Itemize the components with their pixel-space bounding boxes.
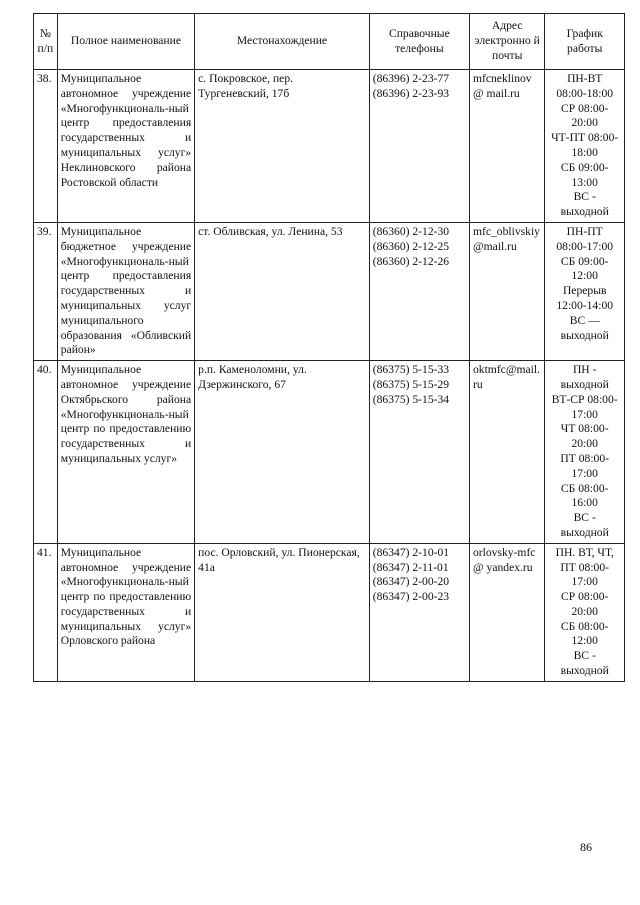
header-name: Полное наименование xyxy=(57,14,194,70)
schedule-line: ПН. ВТ, ЧТ, xyxy=(555,545,614,559)
row-number: 38. xyxy=(34,70,58,223)
table-row xyxy=(34,222,625,360)
schedule-line: СР 08:00- xyxy=(561,590,609,604)
phone-number: (86347) 2-10-01 xyxy=(372,545,450,559)
schedule-line: 16:00 xyxy=(571,496,598,510)
schedule-line: СБ 08:00- xyxy=(560,619,609,633)
organization-name: Муниципальное автономное учреждение Октябрьского района «Многофункциональ-ный центр по предоставлению государственных и муниципальных услуг» xyxy=(57,361,194,544)
schedule-line: выходной xyxy=(560,525,609,539)
schedule-line: СР 08:00- xyxy=(561,101,609,115)
row-number: 41. xyxy=(34,543,58,681)
phone-list xyxy=(369,361,469,544)
schedule-line: 08:00-18:00 xyxy=(556,86,614,100)
row-number: 40. xyxy=(34,361,58,544)
phone-list xyxy=(369,222,469,360)
schedule-line: ВС - xyxy=(573,511,596,525)
organization-name: Муниципальное автономное учреждение «Многофункциональ-ный центр предоставления государственных и муниципальных услуг» Неклиновского района Ростовской области xyxy=(57,70,194,223)
phone-number: (86396) 2-23-93 xyxy=(372,86,450,100)
header-phones: Справочные телефоны xyxy=(369,14,469,70)
phone-list xyxy=(369,543,469,681)
schedule-line: выходной xyxy=(560,328,609,342)
location: р.п. Каменоломни, ул. Дзержинского, 67 xyxy=(195,361,370,544)
page-number: 86 xyxy=(580,840,592,854)
header-num: № п/п xyxy=(34,14,58,70)
schedule-line: 18:00 xyxy=(571,145,598,159)
work-schedule xyxy=(545,222,625,360)
work-schedule xyxy=(545,361,625,544)
schedule-line: выходной xyxy=(560,377,609,391)
phone-number: (86347) 2-00-23 xyxy=(372,590,450,604)
phone-number: (86360) 2-12-26 xyxy=(372,254,450,268)
location: с. Покровское, пер. Тургеневский, 17б xyxy=(195,70,370,223)
schedule-line: Перерыв xyxy=(562,284,607,298)
table-row xyxy=(34,70,625,223)
table-body xyxy=(34,70,625,682)
table-header-row xyxy=(34,14,625,70)
phone-number: (86396) 2-23-77 xyxy=(372,72,450,85)
email-address: orlovsky-mfc@ yandex.ru xyxy=(469,543,544,681)
schedule-line: СБ 08:00- xyxy=(560,481,609,495)
schedule-line: ВТ-СР 08:00- xyxy=(551,392,618,406)
schedule-line: 12:00 xyxy=(571,634,598,648)
header-email: Адрес электронно й почты xyxy=(469,14,544,70)
phone-number: (86360) 2-12-25 xyxy=(372,239,450,253)
schedule-line: СБ 09:00- xyxy=(560,160,609,174)
schedule-line: ЧТ-ПТ 08:00- xyxy=(551,131,619,145)
phone-number: (86375) 5-15-29 xyxy=(372,377,450,391)
phone-list xyxy=(369,70,469,223)
phone-number: (86375) 5-15-33 xyxy=(372,363,450,377)
table-row xyxy=(34,543,625,681)
row-number: 39. xyxy=(34,222,58,360)
schedule-line: 17:00 xyxy=(571,466,598,480)
work-schedule xyxy=(545,543,625,681)
phone-number: (86347) 2-00-20 xyxy=(372,575,450,589)
header-schedule: График работы xyxy=(545,14,625,70)
location: пос. Орловский, ул. Пионерская, 41а xyxy=(195,543,370,681)
schedule-line: ВС — xyxy=(569,313,600,327)
schedule-line: ПН - xyxy=(572,363,597,377)
header-location: Местонахождение xyxy=(195,14,370,70)
phone-number: (86347) 2-11-01 xyxy=(372,560,449,574)
schedule-line: 20:00 xyxy=(571,604,598,618)
work-schedule xyxy=(545,70,625,223)
schedule-line: ПН-ВТ xyxy=(567,72,603,85)
organization-name: Муниципальное бюджетное учреждение «Многофункциональ-ный центр предоставления государственных и муниципальных услуг муниципального образования «Обливский район» xyxy=(57,222,194,360)
email-address: mfcneklinov@ mail.ru xyxy=(469,70,544,223)
schedule-line: ПТ 08:00- xyxy=(560,560,610,574)
schedule-line: выходной xyxy=(560,664,609,678)
email-address: mfc_oblivskiy @mail.ru xyxy=(469,222,544,360)
phone-number: (86360) 2-12-30 xyxy=(372,224,450,238)
schedule-line: СБ 09:00- xyxy=(560,254,609,268)
schedule-line: ВС - xyxy=(573,190,596,204)
phone-number: (86375) 5-15-34 xyxy=(372,392,450,406)
schedule-line: 17:00 xyxy=(571,575,598,589)
email-address: oktmfc@mail.ru xyxy=(469,361,544,544)
schedule-line: 20:00 xyxy=(571,116,598,130)
schedule-line: выходной xyxy=(560,205,609,219)
schedule-line: ПН-ПТ xyxy=(566,224,603,238)
table-row xyxy=(34,361,625,544)
schedule-line: 13:00 xyxy=(571,175,598,189)
location: ст. Обливская, ул. Ленина, 53 xyxy=(195,222,370,360)
schedule-line: 12:00-14:00 xyxy=(556,298,614,312)
schedule-line: ВС - xyxy=(573,649,596,663)
schedule-line: 08:00-17:00 xyxy=(556,239,614,253)
organization-name: Муниципальное автономное учреждение «Многофункциональ-ный центр по предоставлению государственных и муниципальных услуг» Орловского района xyxy=(57,543,194,681)
mfc-registry-table xyxy=(33,13,625,682)
schedule-line: 20:00 xyxy=(571,437,598,451)
schedule-line: 17:00 xyxy=(571,407,598,421)
schedule-line: 12:00 xyxy=(571,269,598,283)
schedule-line: ПТ 08:00- xyxy=(560,451,610,465)
schedule-line: ЧТ 08:00- xyxy=(560,422,609,436)
